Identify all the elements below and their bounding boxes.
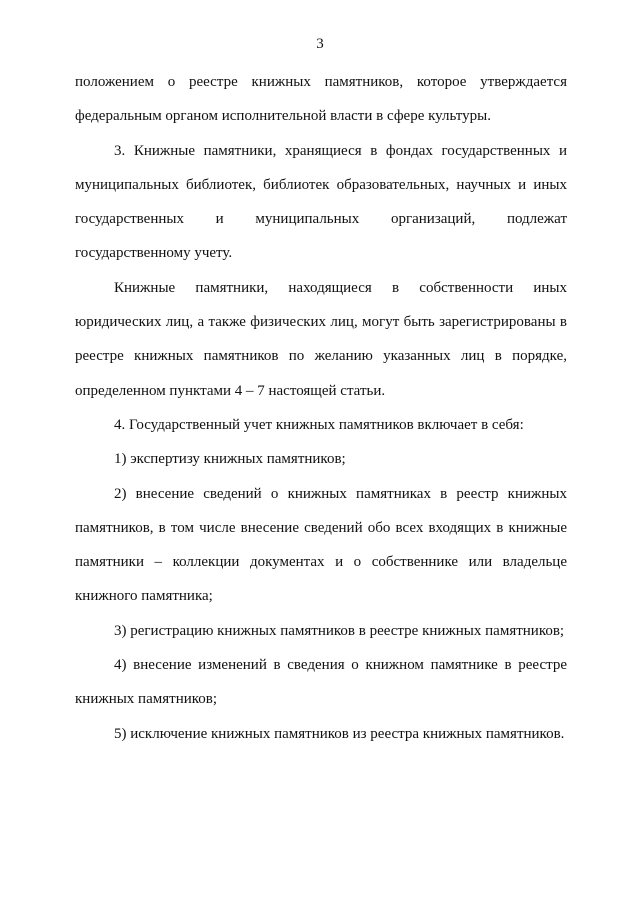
document-body: [75, 65, 567, 751]
list-item-5: 5) исключение книжных памятников из реестра книжных памятников.: [114, 725, 565, 742]
list-item-2: 2) внесение сведений о книжных памятниках в реестр книжных памятников, в том числе внесение сведений обо всех входящих в книжные памятники – коллекции документах и о собственнике или владельце книжного памятника;: [75, 485, 567, 605]
paragraph-other-owners: Книжные памятники, находящиеся в собственности иных юридических лиц, а также физических лиц, могут быть зарегистрированы в реестре книжных памятников по желанию указанных лиц в порядке, определенном пунктами 4 – 7 настоящей статьи.: [75, 279, 567, 399]
list-item-3: 3) регистрацию книжных памятников в реестре книжных памятников;: [114, 622, 565, 639]
paragraph-continuation: положением о реестре книжных памятников, которое утверждается федеральным органом исполнительной власти в сфере культуры.: [75, 74, 567, 125]
paragraph-clause-4: 4. Государственный учет книжных памятников включает в себя:: [114, 416, 524, 433]
list-item-1: 1) экспертизу книжных памятников;: [114, 451, 346, 468]
page-number: 3: [316, 36, 324, 52]
list-item-4: 4) внесение изменений в сведения о книжном памятнике в реестре книжных памятников;: [75, 657, 567, 708]
paragraph-clause-3: 3. Книжные памятники, хранящиеся в фондах государственных и муниципальных библиотек, библиотек образовательных, научных и иных государственных и муниципальных организаций, подлежат государственному учету.: [75, 142, 567, 262]
